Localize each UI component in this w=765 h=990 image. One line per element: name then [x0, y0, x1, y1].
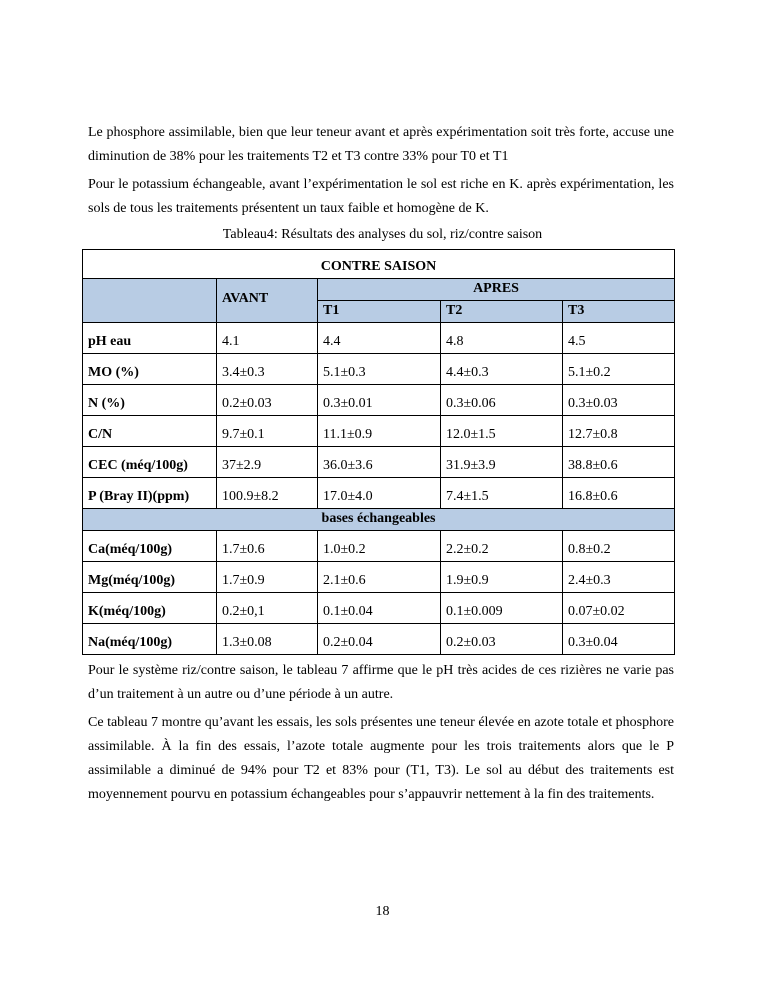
table-row	[83, 385, 675, 416]
table-row	[83, 624, 675, 655]
table-caption: Tableau4: Résultats des analyses du sol, riz/contre saison	[222, 227, 543, 242]
row-label: Na(méq/100g)	[83, 624, 217, 655]
cell-value: 7.4±1.5	[441, 478, 563, 509]
cell-value: 4.8	[441, 323, 563, 354]
table-row	[83, 531, 675, 562]
row-label: P (Bray II)(ppm)	[83, 478, 217, 509]
cell-value: 0.1±0.04	[318, 593, 441, 624]
cell-value: 1.0±0.2	[318, 531, 441, 562]
cell-value: 1.7±0.6	[217, 531, 318, 562]
table-row	[83, 593, 675, 624]
cell-value: 4.1	[217, 323, 318, 354]
cell-value: 4.5	[563, 323, 675, 354]
table-row	[83, 416, 675, 447]
cell-value: 12.7±0.8	[563, 416, 675, 447]
cell-value: 38.8±0.6	[563, 447, 675, 478]
paragraph: Ce tableau 7 montre qu’avant les essais, les sols présentes une teneur élevée en azote totale et phosphore assimilable. À la fin des essais, l’azote totale augmente pour les trois traitements alors que le P assimilable a diminué de 94% pour T2 et 83% pour (T1, T3). Le sol au début des traitements est moyennement pourvu en potassium échangeables pour s’appauvrir nettement à la fin des traitements.	[88, 715, 674, 802]
cell-value: 9.7±0.1	[217, 416, 318, 447]
cell-value: 0.3±0.04	[563, 624, 675, 655]
cell-value: 0.2±0,1	[217, 593, 318, 624]
row-label: Ca(méq/100g)	[83, 531, 217, 562]
cell-value: 0.2±0.03	[217, 385, 318, 416]
cell-value: 2.2±0.2	[441, 531, 563, 562]
paragraph: Pour le système riz/contre saison, le tableau 7 affirme que le pH très acides de ces rizières ne varie pas d’un traitement à un autre ou d’une période à un autre.	[88, 663, 674, 702]
page-content	[88, 121, 674, 807]
section-header: bases échangeables	[83, 509, 675, 531]
header-empty	[83, 279, 217, 323]
results-table	[82, 249, 675, 655]
table-row	[83, 323, 675, 354]
cell-value: 0.2±0.04	[318, 624, 441, 655]
table-row	[83, 478, 675, 509]
table-row	[83, 562, 675, 593]
header-t3: T3	[563, 301, 675, 323]
cell-value: 11.1±0.9	[318, 416, 441, 447]
row-label: C/N	[83, 416, 217, 447]
cell-value: 0.07±0.02	[563, 593, 675, 624]
row-label: MO (%)	[83, 354, 217, 385]
cell-value: 0.3±0.06	[441, 385, 563, 416]
cell-value: 0.3±0.01	[318, 385, 441, 416]
row-label: CEC (méq/100g)	[83, 447, 217, 478]
row-label: K(méq/100g)	[83, 593, 217, 624]
header-t2: T2	[441, 301, 563, 323]
header-avant: AVANT	[217, 279, 318, 323]
cell-value: 2.1±0.6	[318, 562, 441, 593]
table-title: CONTRE SAISON	[83, 250, 675, 279]
cell-value: 1.9±0.9	[441, 562, 563, 593]
cell-value: 3.4±0.3	[217, 354, 318, 385]
cell-value: 0.8±0.2	[563, 531, 675, 562]
page-number: 18	[375, 904, 390, 919]
cell-value: 31.9±3.9	[441, 447, 563, 478]
cell-value: 16.8±0.6	[563, 478, 675, 509]
cell-value: 5.1±0.2	[563, 354, 675, 385]
cell-value: 37±2.9	[217, 447, 318, 478]
paragraph: Le phosphore assimilable, bien que leur teneur avant et après expérimentation soit très forte, accuse une diminution de 38% pour les traitements T2 et T3 contre 33% pour T0 et T1	[88, 125, 674, 164]
cell-value: 0.2±0.03	[441, 624, 563, 655]
row-label: Mg(méq/100g)	[83, 562, 217, 593]
cell-value: 4.4±0.3	[441, 354, 563, 385]
cell-value: 1.7±0.9	[217, 562, 318, 593]
cell-value: 2.4±0.3	[563, 562, 675, 593]
cell-value: 17.0±4.0	[318, 478, 441, 509]
cell-value: 0.1±0.009	[441, 593, 563, 624]
cell-value: 5.1±0.3	[318, 354, 441, 385]
header-apres: APRES	[318, 279, 675, 301]
table-row	[83, 354, 675, 385]
cell-value: 100.9±8.2	[217, 478, 318, 509]
paragraph: Pour le potassium échangeable, avant l’expérimentation le sol est riche en K. après expérimentation, les sols de tous les traitements présentent un taux faible et homogène de K.	[88, 177, 674, 216]
table-row	[83, 447, 675, 478]
cell-value: 0.3±0.03	[563, 385, 675, 416]
cell-value: 36.0±3.6	[318, 447, 441, 478]
row-label: pH eau	[83, 323, 217, 354]
cell-value: 12.0±1.5	[441, 416, 563, 447]
cell-value: 4.4	[318, 323, 441, 354]
cell-value: 1.3±0.08	[217, 624, 318, 655]
row-label: N (%)	[83, 385, 217, 416]
header-t1: T1	[318, 301, 441, 323]
